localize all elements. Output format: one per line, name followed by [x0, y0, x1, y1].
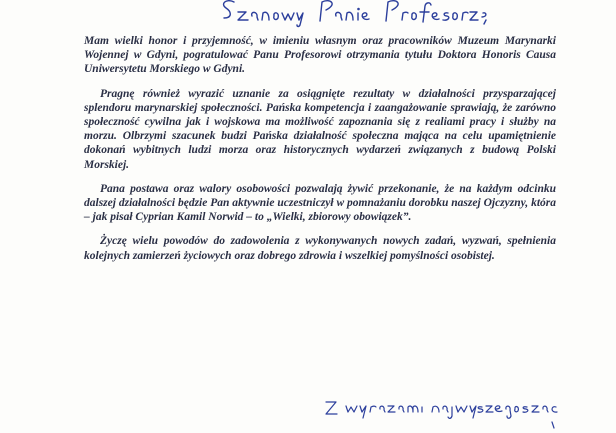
paragraph-wishes: Życzę wielu powodów do zadowolenia z wykonywanych nowych zadań, wyzwań, spełnienia kolejnych zamierzeń życiowych oraz dobrego zdrowia i wszelkiej pomyślności osobistej.: [84, 235, 556, 262]
paragraph-conviction: Pana postawa oraz walory osobowości pozwalają żywić przekonanie, że na każdym odcinku dalszej działalności będzie Pan aktywnie uczestniczył w pomnażaniu dorobku naszej Ojczyzny, która – jak pisał Cyprian Kamil Norwid – to „Wielki, zbiorowy obowiązek”.: [84, 182, 556, 224]
paragraph-congratulations: Mam wielki honor i przyjemność, w imieniu własnym oraz pracowników Muzeum Marynarki Wojennej w Gdyni, pogratulować Panu Profesorowi otrzymania tytułu Doktora Honoris Causa Uniwersytetu Morskiego w Gdyni.: [84, 35, 556, 76]
handwritten-closing: [322, 392, 562, 433]
handwritten-salutation: [218, 0, 488, 28]
letter-body: [84, 34, 556, 273]
paragraph-recognition: Pragnę również wyrazić uznanie za osiągnięte rezultaty w działalności przysparzającej splendoru marynarskiej społeczności. Pańska kompetencja i zaangażowanie sprawiają, że zarówno społeczność cywilna jak i wojskowa ma możliwość zapoznania się z realiami pracy i służby na morzu. Olbrzymi szacunek budzi Pańska działalność społeczna mająca na celu upamiętnienie dokonań wybitnych ludzi morza oraz historycznych wydarzeń związanych z budową Polski Morskiej.: [84, 87, 556, 171]
